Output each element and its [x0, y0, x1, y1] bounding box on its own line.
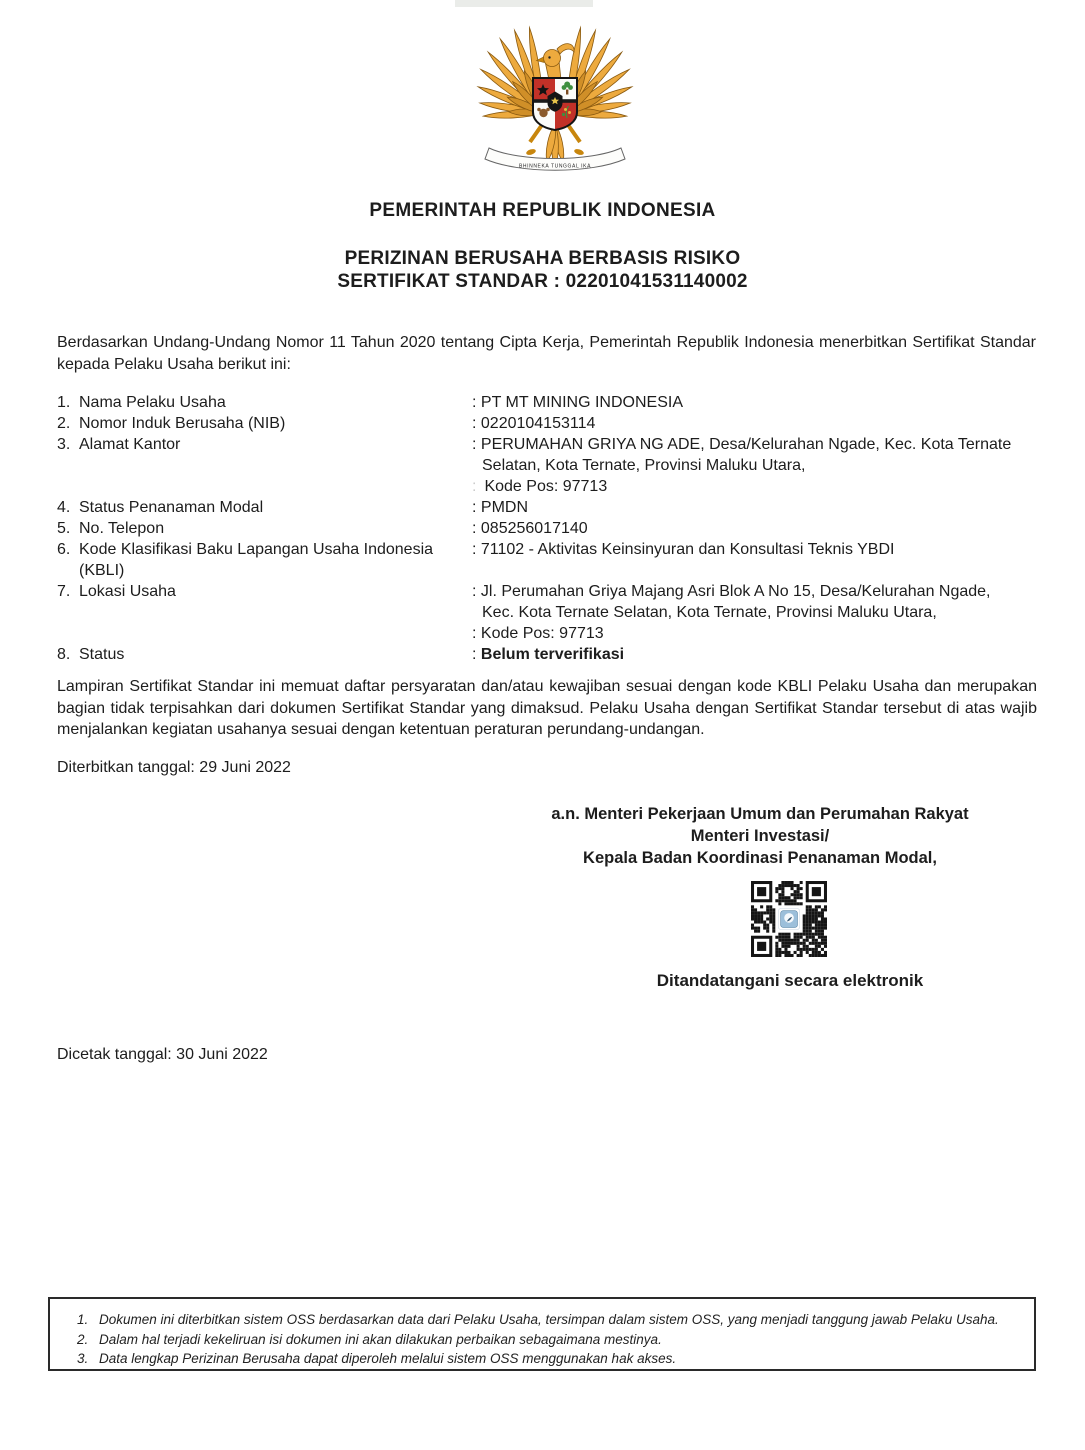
- field-number: 4.: [57, 499, 71, 516]
- garuda-pancasila-emblem: [479, 16, 631, 171]
- field-label: Nama Pelaku Usaha: [79, 394, 226, 411]
- footnote-item: [50, 1330, 1034, 1350]
- field-value-line: : PERUMAHAN GRIYA NG ADE, Desa/Kelurahan Ngade, Kec. Kota Ternate: [472, 436, 1012, 453]
- field-value: : PT MT MINING INDONESIA: [472, 394, 683, 411]
- ghost-colon: :: [472, 478, 477, 495]
- field-label: [79, 539, 472, 581]
- field-row-kbli: [57, 539, 1037, 581]
- field-label-line: Kode Klasifikasi Baku Lapangan Usaha Indonesia: [79, 541, 434, 558]
- status-badge: Belum terverifikasi: [480, 646, 625, 663]
- field-number: 6.: [57, 541, 71, 558]
- field-value-line: : Kode Pos: 97713: [472, 625, 604, 642]
- field-number: 5.: [57, 520, 71, 537]
- issued-date-line: Diterbitkan tanggal: 29 Juni 2022: [57, 759, 291, 776]
- field-row-nama-pelaku-usaha: [57, 392, 1037, 413]
- field-value: : 0220104153114: [472, 415, 596, 432]
- footnote-number: 3.: [77, 1351, 89, 1366]
- esign-note: Ditandatangani secara elektronik: [656, 971, 924, 990]
- field-label: Status: [79, 646, 125, 663]
- left-claw: [525, 148, 536, 156]
- footnote-text: Dalam hal terjadi kekeliruan isi dokumen ini akan dilakukan perbaikan sebagaimana mestinya.: [99, 1331, 662, 1347]
- signatory-on-behalf: a.n. Menteri Pekerjaan Umum dan Perumahan Rakyat: [551, 805, 969, 823]
- field-label: No. Telepon: [79, 520, 165, 537]
- field-number: 1.: [57, 394, 71, 411]
- footnote-number: 2.: [77, 1331, 89, 1347]
- signatory-block: [520, 803, 1000, 869]
- field-value-line: Kode Pos: 97713: [484, 478, 608, 495]
- field-value: : 085256017140: [472, 520, 588, 537]
- field-number: 7.: [57, 583, 71, 600]
- head: [537, 44, 575, 67]
- field-number: 8.: [57, 646, 71, 663]
- qr-center-logo: [778, 908, 799, 929]
- government-title: PEMERINTAH REPUBLIK INDONESIA: [369, 200, 716, 221]
- field-value: : PMDN: [472, 499, 528, 516]
- field-row-lokasi-usaha: [57, 581, 1037, 644]
- field-number: 2.: [57, 415, 71, 432]
- fields-list: [57, 392, 1037, 665]
- field-label: Alamat Kantor: [79, 436, 181, 453]
- field-number: 3.: [57, 436, 71, 453]
- document-title-scheme: PERIZINAN BERUSAHA BERBASIS RISIKO: [344, 248, 741, 269]
- qr-code: [751, 881, 827, 957]
- signatory-title-line2: Menteri Investasi/: [690, 827, 830, 845]
- footnotes-box: [48, 1297, 1036, 1371]
- footnote-item: [50, 1349, 1034, 1369]
- field-value-line: Kec. Kota Ternate Selatan, Kota Ternate, Provinsi Maluku Utara,: [482, 604, 937, 621]
- intro-paragraph: Berdasarkan Undang-Undang Nomor 11 Tahun 2020 tentang Cipta Kerja, Pemerintah Republik Indonesia menerbitkan Sertifikat Standar kepada Pelaku Usaha berikut ini:: [57, 334, 1036, 373]
- field-label: Nomor Induk Berusaha (NIB): [79, 415, 286, 432]
- footnote-text: Dokumen ini diterbitkan sistem OSS berdasarkan data dari Pelaku Usaha, tersimpan dalam sistem OSS, yang menjadi tanggung jawab Pelaku Usaha.: [99, 1312, 999, 1327]
- document-title-certificate-number: SERTIFIKAT STANDAR : 02201041531140002: [337, 271, 748, 292]
- pancasila-shield: [533, 78, 577, 130]
- signatory-title-line3: Kepala Badan Koordinasi Penanaman Modal,: [583, 849, 937, 867]
- printed-date-line: Dicetak tanggal: 30 Juni 2022: [57, 1046, 268, 1063]
- footnote-item: [50, 1310, 1034, 1330]
- field-row-status: [57, 644, 1037, 665]
- footnote-number: 1.: [77, 1312, 89, 1327]
- field-row-status-penanaman-modal: [57, 497, 1037, 518]
- closing-paragraph: Lampiran Sertifikat Standar ini memuat daftar persyaratan dan/atau kewajiban sesuai dengan kode KBLI Pelaku Usaha dan merupakan bagian tidak terpisahkan dari dokumen Sertifikat Standar yang dimaksud. Pelaku Usaha dengan Sertifikat Standar tersebut di atas wajib menjalankan kegiatan usahanya sesuai dengan ketentuan peraturan perundang-undangan.: [57, 678, 1037, 738]
- field-row-no-telepon: [57, 518, 1037, 539]
- field-value-line: Selatan, Kota Ternate, Provinsi Maluku Utara,: [482, 457, 806, 474]
- field-value: : 71102 - Aktivitas Keinsinyuran dan Konsultasi Teknis YBDI: [472, 541, 895, 558]
- scan-artifact: [455, 0, 593, 7]
- field-value-line: : Jl. Perumahan Griya Majang Asri Blok A No 15, Desa/Kelurahan Ngade,: [472, 583, 991, 600]
- field-label: Status Penanaman Modal: [79, 499, 264, 516]
- field-row-nib: [57, 413, 1037, 434]
- field-colon: :: [472, 646, 481, 663]
- field-row-alamat-kantor: [57, 434, 1037, 497]
- motto-text: BHINNEKA TUNGGAL IKA: [518, 163, 592, 170]
- right-claw: [573, 148, 584, 156]
- document-title: [0, 247, 1085, 293]
- field-label-line: (KBLI): [79, 562, 125, 579]
- footnote-text: Data lengkap Perizinan Berusaha dapat diperoleh melalui sistem OSS menggunakan hak akses.: [99, 1351, 677, 1366]
- footnotes-list: [50, 1310, 1034, 1369]
- field-label: Lokasi Usaha: [79, 583, 176, 600]
